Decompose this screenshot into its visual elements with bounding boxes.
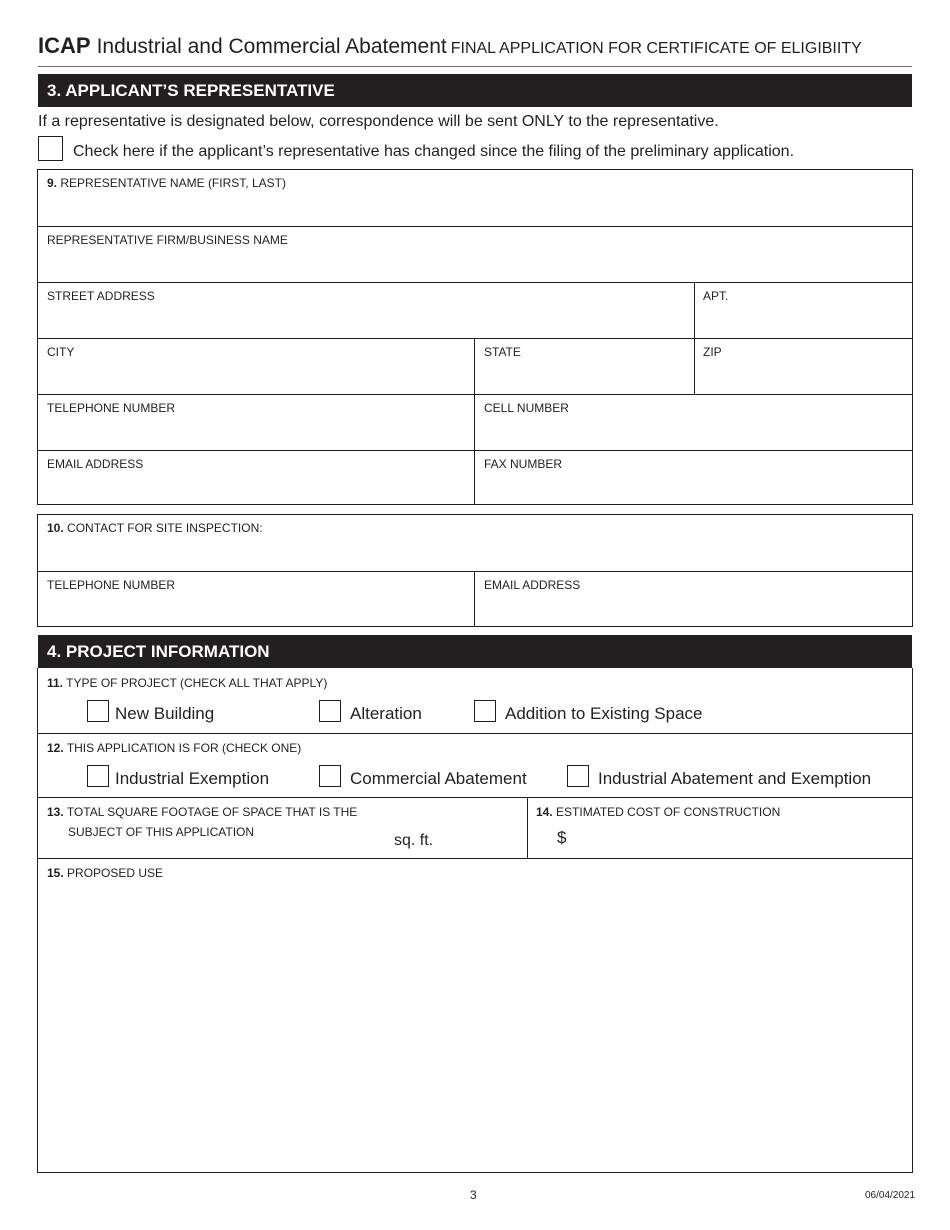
firm-name-label: REPRESENTATIVE FIRM/BUSINESS NAME: [47, 233, 288, 247]
industrial-abatement-exemption-label: Industrial Abatement and Exemption: [598, 769, 872, 788]
representative-changed-checkbox[interactable]: [38, 136, 63, 161]
contact-telephone-field[interactable]: [38, 571, 475, 626]
zip-field[interactable]: [694, 338, 912, 394]
commercial-abatement-checkbox[interactable]: [319, 765, 341, 787]
construction-cost-field[interactable]: [527, 797, 912, 858]
field-number: 13.: [47, 805, 64, 819]
sq-ft-unit: sq. ft.: [394, 832, 434, 849]
representative-fields-box: [37, 169, 913, 505]
representative-changed-label: Check here if the applicant’s representative has changed since the filing of the preliminary application.: [73, 143, 795, 160]
addition-label: Addition to Existing Space: [505, 704, 703, 723]
addition-checkbox[interactable]: [474, 700, 496, 722]
email-field[interactable]: [38, 450, 475, 504]
telephone-label: TELEPHONE NUMBER: [47, 401, 176, 415]
field-number: 11.: [47, 676, 64, 690]
construction-cost-label: ESTIMATED COST OF CONSTRUCTION: [556, 805, 781, 819]
telephone-field[interactable]: [38, 394, 475, 450]
column-divider: [474, 571, 475, 626]
contact-telephone-label: TELEPHONE NUMBER: [47, 578, 176, 592]
cell-field[interactable]: [475, 394, 912, 450]
brand-name: ICAP: [38, 33, 91, 58]
program-name: Industrial and Commercial Abatement: [96, 35, 447, 58]
column-divider: [527, 797, 528, 858]
section-4-heading: 4. PROJECT INFORMATION: [38, 635, 912, 668]
cell-label: CELL NUMBER: [484, 401, 569, 415]
contact-email-field[interactable]: [475, 571, 912, 626]
column-divider: [694, 282, 695, 394]
header-divider: [38, 66, 912, 67]
firm-name-field[interactable]: [38, 226, 912, 282]
proposed-use-field[interactable]: [38, 858, 912, 1172]
revision-date: 06/04/2021: [865, 1190, 916, 1201]
representative-name-label: REPRESENTATIVE NAME (FIRST, LAST): [60, 176, 286, 190]
site-contact-field[interactable]: [38, 515, 912, 571]
street-address-field[interactable]: [38, 282, 694, 338]
new-building-checkbox[interactable]: [87, 700, 109, 722]
project-type-row: [38, 668, 912, 733]
site-contact-label: CONTACT FOR SITE INSPECTION:: [67, 521, 263, 535]
square-footage-label: TOTAL SQUARE FOOTAGE OF SPACE THAT IS THE: [66, 805, 358, 819]
field-number: 15.: [47, 866, 64, 880]
field-number: 10.: [47, 521, 64, 535]
contact-email-label: EMAIL ADDRESS: [484, 578, 581, 592]
state-label: STATE: [484, 345, 521, 359]
zip-label: ZIP: [703, 345, 722, 359]
application-type-label: THIS APPLICATION IS FOR (CHECK ONE): [66, 741, 302, 755]
email-label: EMAIL ADDRESS: [47, 457, 144, 471]
alteration-checkbox[interactable]: [319, 700, 341, 722]
alteration-label: Alteration: [350, 704, 422, 723]
apt-field[interactable]: [694, 282, 912, 338]
city-field[interactable]: [38, 338, 475, 394]
apt-label: APT.: [703, 289, 729, 303]
industrial-abatement-exemption-checkbox[interactable]: [567, 765, 589, 787]
column-divider: [474, 338, 475, 504]
field-number: 9.: [47, 176, 58, 190]
project-info-box: [37, 668, 913, 1173]
fax-label: FAX NUMBER: [484, 457, 563, 471]
currency-symbol: $: [557, 828, 567, 847]
proposed-use-label: PROPOSED USE: [67, 866, 164, 880]
project-type-label: TYPE OF PROJECT (CHECK ALL THAT APPLY): [66, 676, 328, 690]
page-number: 3: [470, 1188, 477, 1202]
representative-note: If a representative is designated below, correspondence will be sent ONLY to the representative.: [38, 113, 719, 130]
section-3-heading: 3. APPLICANT’S REPRESENTATIVE: [38, 74, 912, 107]
site-contact-box: [37, 514, 913, 627]
form-header: [38, 33, 862, 59]
form-title: FINAL APPLICATION FOR CERTIFICATE OF ELIGIBIITY: [450, 40, 862, 57]
new-building-label: New Building: [115, 704, 215, 723]
representative-name-field[interactable]: [38, 170, 912, 226]
industrial-exemption-checkbox[interactable]: [87, 765, 109, 787]
field-number: 14.: [536, 805, 553, 819]
street-address-label: STREET ADDRESS: [47, 289, 155, 303]
square-footage-label-line2: SUBJECT OF THIS APPLICATION: [68, 825, 255, 839]
industrial-exemption-label: Industrial Exemption: [115, 769, 270, 788]
city-label: CITY: [47, 345, 75, 359]
square-footage-field[interactable]: [38, 797, 527, 858]
commercial-abatement-label: Commercial Abatement: [350, 769, 527, 788]
field-number: 12.: [47, 741, 64, 755]
state-field[interactable]: [475, 338, 694, 394]
fax-field[interactable]: [475, 450, 912, 504]
application-type-row: [38, 733, 912, 797]
